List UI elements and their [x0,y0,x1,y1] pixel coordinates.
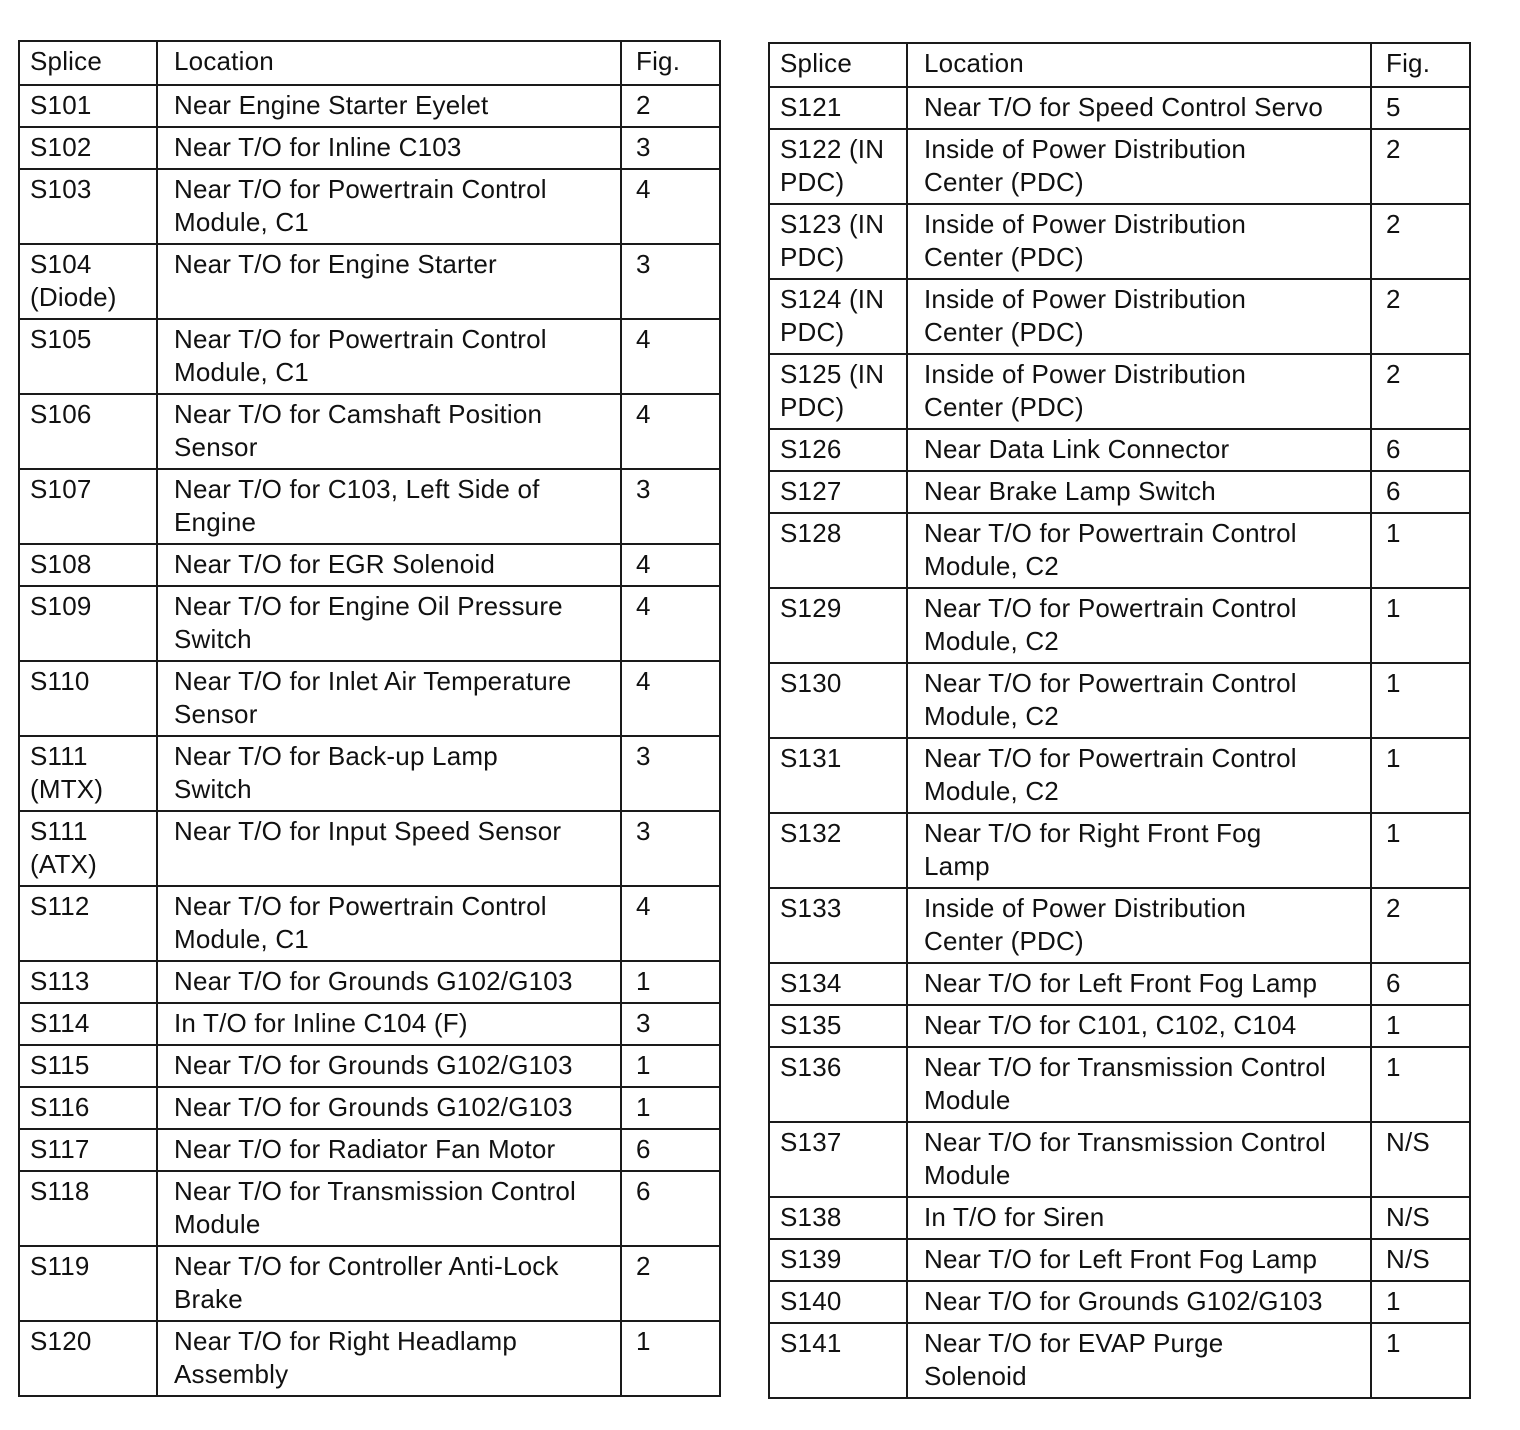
location-cell: Near T/O for Powertrain Control Module, C1 [157,319,621,394]
splice-cell: S106 [19,394,157,469]
fig-cell: 3 [621,127,720,169]
fig-cell: 1 [1371,1323,1470,1398]
fig-cell: N/S [1371,1239,1470,1281]
fig-cell: 6 [1371,471,1470,513]
fig-cell: 1 [1371,663,1470,738]
fig-cell: 2 [1371,204,1470,279]
splice-cell: S123 (IN PDC) [769,204,907,279]
table-row [19,961,720,1003]
splice-cell: S113 [19,961,157,1003]
table-row [769,1005,1470,1047]
splice-cell: S131 [769,738,907,813]
splice-cell: S130 [769,663,907,738]
table-row [769,279,1470,354]
splice-cell: S115 [19,1045,157,1087]
location-cell: Near T/O for C101, C102, C104 [907,1005,1371,1047]
fig-cell: 2 [1371,888,1470,963]
splice-cell: S136 [769,1047,907,1122]
fig-cell: 6 [621,1129,720,1171]
splice-cell: S121 [769,87,907,129]
table-row [19,1003,720,1045]
table-row [19,469,720,544]
table-row [769,129,1470,204]
table-row [19,244,720,319]
table-row [19,1171,720,1246]
table-row [769,888,1470,963]
table-row [769,204,1470,279]
fig-cell: 2 [1371,129,1470,204]
fig-cell: 1 [1371,588,1470,663]
fig-cell: 1 [1371,1047,1470,1122]
table-row [19,1321,720,1396]
location-cell: Near T/O for Transmission Control Module [157,1171,621,1246]
table-row [769,963,1470,1005]
table-row [769,1281,1470,1323]
location-cell: Near T/O for Grounds G102/G103 [157,1045,621,1087]
splice-cell: S107 [19,469,157,544]
fig-cell: 4 [621,661,720,736]
location-cell: Near Data Link Connector [907,429,1371,471]
location-cell: Near T/O for Left Front Fog Lamp [907,1239,1371,1281]
splice-cell: S128 [769,513,907,588]
splice-cell: S112 [19,886,157,961]
splice-cell: S111 (MTX) [19,736,157,811]
location-cell: Near T/O for Grounds G102/G103 [157,961,621,1003]
location-cell: Inside of Power Distribution Center (PDC) [907,279,1371,354]
header-row [769,43,1470,87]
location-cell: Near T/O for Controller Anti-Lock Brake [157,1246,621,1321]
location-cell: Near T/O for Powertrain Control Module, C2 [907,663,1371,738]
fig-cell: 1 [1371,1281,1470,1323]
fig-cell: 2 [1371,354,1470,429]
location-cell: Near T/O for Input Speed Sensor [157,811,621,886]
location-cell: Near Brake Lamp Switch [907,471,1371,513]
table-row [19,811,720,886]
splice-cell: S140 [769,1281,907,1323]
fig-cell: 1 [621,1045,720,1087]
fig-header: Fig. [1371,43,1470,87]
splice-table-left [18,40,721,1397]
fig-cell: 3 [621,1003,720,1045]
splice-cell: S139 [769,1239,907,1281]
table-row [769,1197,1470,1239]
fig-cell: 2 [1371,279,1470,354]
splice-cell: S114 [19,1003,157,1045]
location-cell: Near T/O for Powertrain Control Module, C2 [907,588,1371,663]
fig-cell: 1 [1371,513,1470,588]
location-header: Location [157,41,621,85]
location-cell: Near T/O for Powertrain Control Module, C2 [907,513,1371,588]
table-row [769,1323,1470,1398]
location-cell: Inside of Power Distribution Center (PDC) [907,354,1371,429]
location-cell: Near T/O for Powertrain Control Module, C1 [157,886,621,961]
header-row [19,41,720,85]
table-row [19,1045,720,1087]
fig-cell: 3 [621,811,720,886]
location-cell: Near T/O for EGR Solenoid [157,544,621,586]
table-row [769,1047,1470,1122]
location-cell: Near T/O for Powertrain Control Module, C2 [907,738,1371,813]
location-cell: Near Engine Starter Eyelet [157,85,621,127]
splice-cell: S119 [19,1246,157,1321]
table-row [19,1246,720,1321]
table-body [19,85,720,1396]
splice-cell: S104 (Diode) [19,244,157,319]
fig-cell: 2 [621,1246,720,1321]
splice-cell: S124 (IN PDC) [769,279,907,354]
fig-cell: N/S [1371,1197,1470,1239]
fig-cell: 5 [1371,87,1470,129]
fig-cell: 1 [621,1321,720,1396]
location-cell: Near T/O for C103, Left Side of Engine [157,469,621,544]
splice-cell: S120 [19,1321,157,1396]
table-row [19,127,720,169]
fig-cell: 3 [621,469,720,544]
location-cell: Near T/O for Grounds G102/G103 [157,1087,621,1129]
table-row [19,394,720,469]
splice-cell: S110 [19,661,157,736]
table-row [769,738,1470,813]
table-row [769,513,1470,588]
location-cell: Near T/O for Transmission Control Module [907,1122,1371,1197]
location-cell: Near T/O for Camshaft Position Sensor [157,394,621,469]
fig-cell: 4 [621,319,720,394]
table-row [769,1122,1470,1197]
splice-cell: S101 [19,85,157,127]
location-cell: Near T/O for Radiator Fan Motor [157,1129,621,1171]
splice-header: Splice [19,41,157,85]
fig-cell: 6 [1371,429,1470,471]
splice-cell: S127 [769,471,907,513]
location-cell: Near T/O for Speed Control Servo [907,87,1371,129]
table-row [19,319,720,394]
fig-cell: N/S [1371,1122,1470,1197]
location-cell: In T/O for Inline C104 (F) [157,1003,621,1045]
location-cell: Near T/O for Right Headlamp Assembly [157,1321,621,1396]
splice-cell: S116 [19,1087,157,1129]
splice-cell: S122 (IN PDC) [769,129,907,204]
splice-cell: S103 [19,169,157,244]
location-cell: Near T/O for Back-up Lamp Switch [157,736,621,811]
fig-cell: 4 [621,886,720,961]
table-row [769,588,1470,663]
table-row [19,736,720,811]
fig-cell: 4 [621,544,720,586]
location-cell: Near T/O for Inline C103 [157,127,621,169]
table-row [19,661,720,736]
location-cell: Near T/O for Inlet Air Temperature Sensor [157,661,621,736]
table-body [769,87,1470,1398]
splice-table-right [768,42,1471,1399]
location-cell: Near T/O for Right Front Fog Lamp [907,813,1371,888]
fig-cell: 4 [621,586,720,661]
splice-cell: S102 [19,127,157,169]
splice-cell: S141 [769,1323,907,1398]
fig-cell: 6 [621,1171,720,1246]
table-row [769,471,1470,513]
splice-header: Splice [769,43,907,87]
table-row [19,886,720,961]
fig-cell: 1 [621,961,720,1003]
splice-cell: S134 [769,963,907,1005]
fig-cell: 1 [1371,813,1470,888]
fig-header: Fig. [621,41,720,85]
table-row [19,85,720,127]
fig-cell: 4 [621,394,720,469]
fig-cell: 1 [1371,738,1470,813]
splice-cell: S111 (ATX) [19,811,157,886]
location-header: Location [907,43,1371,87]
table-row [769,663,1470,738]
splice-cell: S105 [19,319,157,394]
location-cell: Near T/O for Grounds G102/G103 [907,1281,1371,1323]
table-row [769,429,1470,471]
fig-cell: 3 [621,244,720,319]
fig-cell: 3 [621,736,720,811]
fig-cell: 1 [621,1087,720,1129]
location-cell: Near T/O for Engine Oil Pressure Switch [157,586,621,661]
splice-cell: S125 (IN PDC) [769,354,907,429]
table-row [769,354,1470,429]
location-cell: Near T/O for Powertrain Control Module, C1 [157,169,621,244]
location-cell: In T/O for Siren [907,1197,1371,1239]
splice-cell: S117 [19,1129,157,1171]
fig-cell: 2 [621,85,720,127]
splice-cell: S133 [769,888,907,963]
location-cell: Near T/O for Engine Starter [157,244,621,319]
table-row [769,813,1470,888]
splice-cell: S137 [769,1122,907,1197]
location-cell: Inside of Power Distribution Center (PDC) [907,129,1371,204]
splice-cell: S118 [19,1171,157,1246]
location-cell: Inside of Power Distribution Center (PDC) [907,888,1371,963]
location-cell: Near T/O for Left Front Fog Lamp [907,963,1371,1005]
table-row [19,544,720,586]
fig-cell: 4 [621,169,720,244]
fig-cell: 1 [1371,1005,1470,1047]
table-row [769,87,1470,129]
location-cell: Near T/O for Transmission Control Module [907,1047,1371,1122]
splice-cell: S138 [769,1197,907,1239]
location-cell: Near T/O for EVAP Purge Solenoid [907,1323,1371,1398]
table-row [19,1129,720,1171]
splice-cell: S126 [769,429,907,471]
table-row [19,1087,720,1129]
table-row [19,586,720,661]
splice-cell: S132 [769,813,907,888]
location-cell: Inside of Power Distribution Center (PDC) [907,204,1371,279]
table-row [19,169,720,244]
splice-cell: S129 [769,588,907,663]
splice-cell: S108 [19,544,157,586]
splice-cell: S109 [19,586,157,661]
table-row [769,1239,1470,1281]
splice-cell: S135 [769,1005,907,1047]
fig-cell: 6 [1371,963,1470,1005]
